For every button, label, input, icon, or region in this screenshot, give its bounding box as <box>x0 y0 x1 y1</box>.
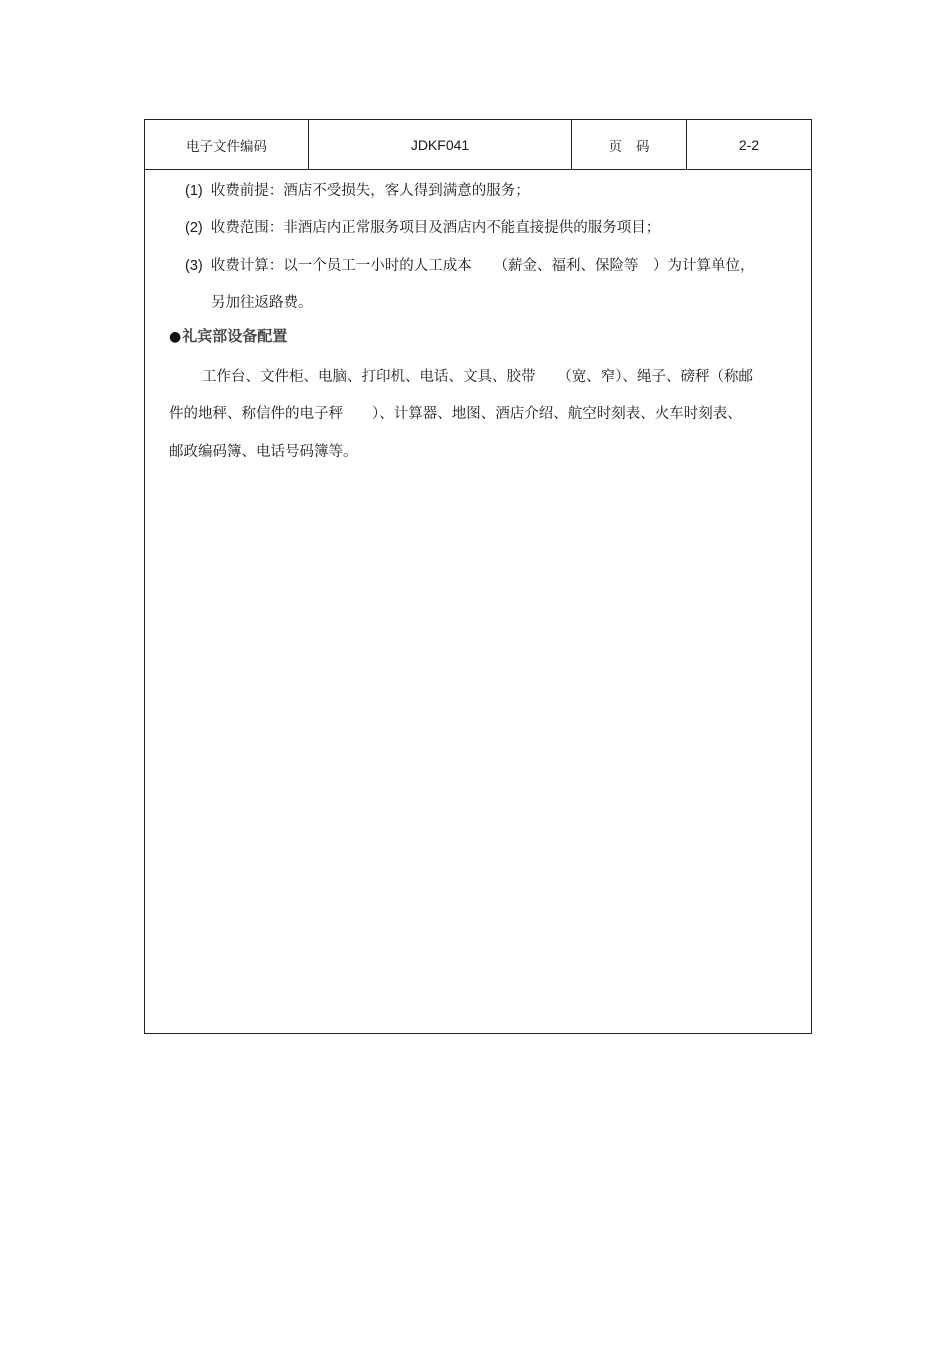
equipment-line: 邮政编码簿、电话号码簿等。 <box>169 444 358 460</box>
page-number: 2-2 <box>738 136 760 153</box>
section-heading-text: 礼宾部设备配置 <box>182 327 288 345</box>
file-code-value: JDKF041 <box>309 120 572 169</box>
equipment-line: 工作台、文件柜、电脑、打印机、电话、文具、胶带 （宽、窄）、绳子、磅秤（称邮 <box>202 369 753 385</box>
file-code-label: 电子文件编码 <box>145 120 309 169</box>
header-row <box>145 120 811 170</box>
section-heading <box>169 325 287 346</box>
bullet-icon: ● <box>169 329 182 345</box>
fee-item <box>185 254 754 275</box>
page-label: 页码 <box>572 120 687 169</box>
fee-item-text: 收费前提：酒店不受损失，客人得到满意的服务； <box>210 183 530 199</box>
equipment-line: 件的地秤、称信件的电子秤 ）、计算器、地图、酒店介绍、航空时刻表、火车时刻表、 <box>169 406 742 422</box>
fee-item-text: 收费计算：以一个员工一小时的人工成本 （薪金、福利、保险等 ）为计算单位， <box>210 258 755 274</box>
fee-item-number: (1) <box>185 183 203 199</box>
fee-item-continuation <box>211 291 313 312</box>
fee-item <box>185 179 530 200</box>
document-form <box>144 119 812 1034</box>
fee-item-text: 收费范围：非酒店内正常服务项目及酒店内不能直接提供的服务项目； <box>210 220 661 236</box>
fee-item-text: 另加往返路费。 <box>211 295 313 311</box>
fee-item-number: (3) <box>185 258 203 274</box>
fee-item-number: (2) <box>185 220 203 236</box>
fee-item <box>185 216 660 237</box>
